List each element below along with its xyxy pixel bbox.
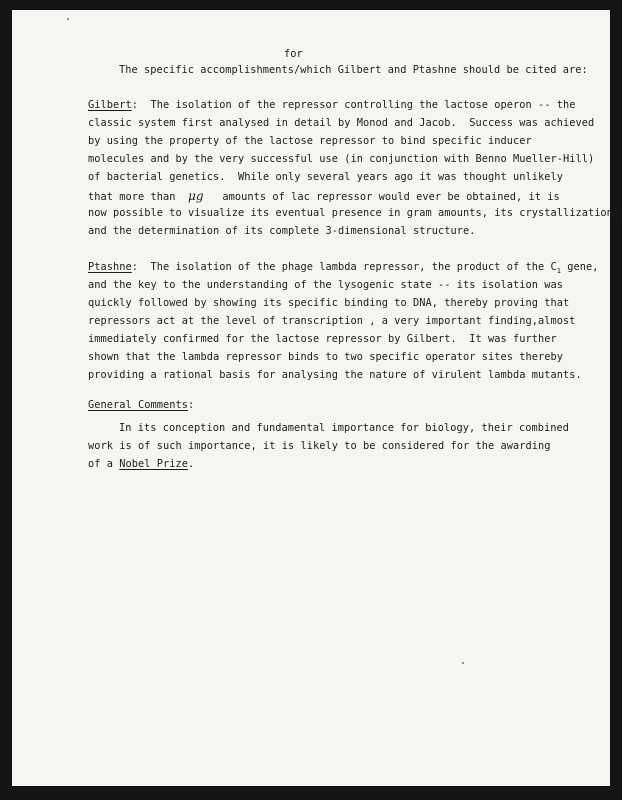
general-line-1: In its conception and fundamental importance for biology, their combined	[119, 422, 569, 434]
nobel-prize: Nobel Prize	[119, 458, 188, 470]
typed-page	[12, 10, 620, 786]
ptashne-line-4: repressors act at the level of transcription , a very important finding,almost	[88, 315, 576, 327]
gilbert-line-5: of bacterial genetics. While only several years ago it was thought unlikely	[88, 171, 563, 183]
ptashne-line-2: and the key to the understanding of the lysogenic state -- its isolation was	[88, 279, 563, 291]
letter-body	[12, 10, 620, 786]
general-line-3-end: .	[188, 458, 195, 470]
gilbert-line-6	[88, 189, 560, 203]
gilbert-heading: Gilbert	[88, 99, 132, 111]
gilbert-line-1	[88, 99, 575, 111]
gilbert-line-6a: that more than	[88, 191, 176, 203]
general-line-3	[88, 458, 194, 470]
ptashne-line-3: quickly followed by showing its specific binding to DNA, thereby proving that	[88, 297, 570, 309]
gilbert-line-2: classic system first analysed in detail by Monod and Jacob. Success was achieved	[88, 117, 595, 129]
handwritten-microgram: μg	[188, 189, 204, 203]
ptashne-heading: Ptashne	[88, 261, 132, 273]
gilbert-line-6b: amounts of lac repressor would ever be obtained, it is	[222, 191, 560, 203]
gilbert-line-4: molecules and by the very successful use (in conjunction with Benno Mueller-Hill)	[88, 153, 595, 165]
ptashne-line-7: providing a rational basis for analysing the nature of virulent lambda mutants.	[88, 369, 582, 381]
general-heading: General Comments	[88, 399, 188, 411]
general-line-3a: of a	[88, 458, 120, 470]
ptashne-line-1-end: gene,	[560, 261, 599, 273]
c1-subscript: 1	[556, 267, 561, 275]
gilbert-line-8: and the determination of its complete 3-dimensional structure.	[88, 225, 476, 237]
general-heading-colon: :	[188, 399, 195, 411]
insert-word: for	[284, 48, 303, 60]
general-line-2: work is of such importance, it is likely to be considered for the awarding	[88, 440, 551, 452]
gilbert-line-1-text: : The isolation of the repressor controlling the lactose operon -- the	[131, 99, 576, 111]
intro-line: The specific accomplishments/which Gilbert and Ptashne should be cited are:	[119, 64, 588, 76]
gilbert-line-3: by using the property of the lactose repressor to bind specific inducer	[88, 135, 532, 147]
gilbert-line-7: now possible to visualize its eventual presence in gram amounts, its crystallization,	[88, 207, 620, 219]
ptashne-line-6: shown that the lambda repressor binds to two specific operator sites thereby	[88, 351, 563, 363]
ptashne-line-1	[88, 261, 598, 273]
general-heading-line	[88, 399, 194, 411]
ptashne-line-5: immediately confirmed for the lactose repressor by Gilbert. It was further	[88, 333, 557, 345]
ptashne-line-1-text: : The isolation of the phage lambda repressor, the product of the C	[131, 261, 557, 273]
